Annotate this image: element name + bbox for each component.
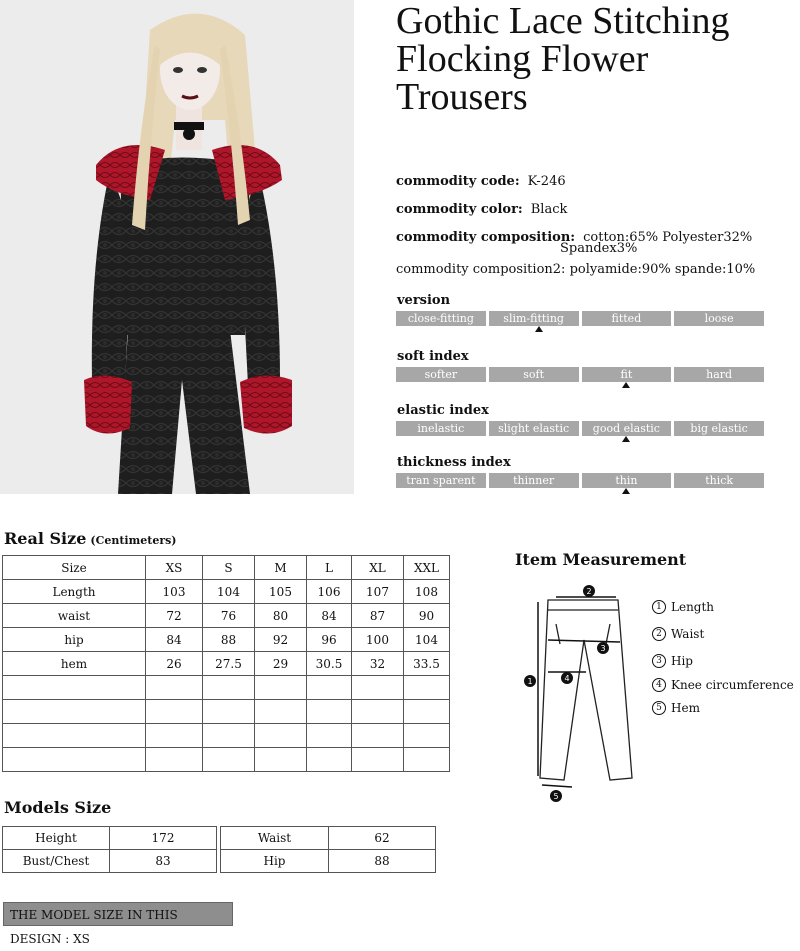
models-size-title: Models Size <box>4 798 112 817</box>
elastic-index-option: slight elastic <box>489 421 579 436</box>
table-row <box>3 850 217 873</box>
table-row <box>3 604 450 628</box>
soft-index-label: soft index <box>397 349 469 364</box>
real-size-heading: Real Size <box>4 529 87 548</box>
model-bust-label: Bust/Chest <box>3 850 110 873</box>
soft-index-selected-marker <box>622 382 630 388</box>
table-header-cell: S <box>203 556 255 580</box>
version-option: close-fitting <box>396 311 486 326</box>
table-cell: 33.5 <box>404 652 450 676</box>
table-row <box>3 628 450 652</box>
table-cell: 105 <box>255 580 307 604</box>
model-hip-label: Hip <box>221 850 329 873</box>
table-header-cell: XS <box>146 556 203 580</box>
title-line: Gothic Lace Stitching <box>396 0 730 42</box>
commodity-composition2-label: commodity composition2: <box>396 262 566 277</box>
version-bar <box>396 311 764 326</box>
model-size-note: THE MODEL SIZE IN THIS DESIGN : XS <box>3 902 233 926</box>
elastic-index-bar <box>396 421 764 436</box>
models-table-right <box>220 826 436 873</box>
table-header-cell: XL <box>352 556 404 580</box>
table-row-empty <box>3 724 450 748</box>
table-cell: 103 <box>146 580 203 604</box>
model-height-label: Height <box>3 827 110 850</box>
table-cell: 104 <box>404 628 450 652</box>
legend-item-hip <box>652 654 693 668</box>
table-cell: 88 <box>203 628 255 652</box>
title-line: Trousers <box>396 76 528 118</box>
version-option: fitted <box>582 311 672 326</box>
thickness-index-option: tran sparent <box>396 473 486 488</box>
table-cell: 29 <box>255 652 307 676</box>
thickness-index-selected-marker <box>622 488 630 494</box>
model-waist-value: 62 <box>329 827 436 850</box>
table-row <box>221 850 436 873</box>
commodity-code-value: K-246 <box>527 174 566 189</box>
table-cell: 30.5 <box>307 652 352 676</box>
table-row <box>3 580 450 604</box>
table-cell: 100 <box>352 628 404 652</box>
elastic-index-selected-marker <box>622 436 630 442</box>
elastic-index-option: big elastic <box>674 421 764 436</box>
soft-index-option: softer <box>396 367 486 382</box>
table-cell: 87 <box>352 604 404 628</box>
real-size-title <box>4 529 177 548</box>
product-photo <box>0 0 354 494</box>
legend-number: 1 <box>652 600 666 614</box>
thickness-index-option: thick <box>674 473 764 488</box>
real-size-unit: (Centimeters) <box>90 534 177 547</box>
commodity-code-row <box>396 174 566 189</box>
legend-label: Length <box>671 600 715 614</box>
legend-number: 2 <box>652 627 666 641</box>
commodity-color-label: commodity color: <box>396 202 523 217</box>
legend-label: Waist <box>671 627 705 641</box>
svg-text:2: 2 <box>586 587 592 596</box>
table-row <box>3 827 217 850</box>
table-cell: 106 <box>307 580 352 604</box>
model-bust-value: 83 <box>110 850 217 873</box>
item-measurement-title: Item Measurement <box>515 550 687 569</box>
commodity-color-value: Black <box>530 202 568 217</box>
legend-label: Knee circumference <box>671 678 794 692</box>
product-title <box>396 2 786 116</box>
models-table-left <box>2 826 217 873</box>
version-selected-marker <box>535 326 543 332</box>
trousers-diagram <box>520 580 645 805</box>
table-cell: waist <box>3 604 146 628</box>
soft-index-bar <box>396 367 764 382</box>
legend-item-knee <box>652 678 794 692</box>
model-illustration <box>0 0 354 494</box>
table-cell: 26 <box>146 652 203 676</box>
version-option: loose <box>674 311 764 326</box>
legend-item-waist <box>652 627 704 641</box>
table-row-empty <box>3 700 450 724</box>
table-header-cell: L <box>307 556 352 580</box>
table-cell: 107 <box>352 580 404 604</box>
thickness-index-label: thickness index <box>397 455 511 470</box>
thickness-index-option: thin <box>582 473 672 488</box>
legend-number: 3 <box>652 654 666 668</box>
table-row-empty <box>3 676 450 700</box>
model-height-value: 172 <box>110 827 217 850</box>
elastic-index-option: good elastic <box>582 421 672 436</box>
legend-label: Hip <box>671 654 693 668</box>
legend-number: 5 <box>652 701 666 715</box>
elastic-index-option: inelastic <box>396 421 486 436</box>
table-cell: 108 <box>404 580 450 604</box>
commodity-code-label: commodity code: <box>396 174 520 189</box>
version-label: version <box>397 293 451 308</box>
table-cell: Length <box>3 580 146 604</box>
table-cell: 92 <box>255 628 307 652</box>
svg-text:4: 4 <box>564 674 570 683</box>
legend-item-length <box>652 600 714 614</box>
table-header-cell: Size <box>3 556 146 580</box>
table-cell: 96 <box>307 628 352 652</box>
commodity-composition2-row <box>396 262 755 277</box>
svg-text:5: 5 <box>553 792 559 801</box>
model-hip-value: 88 <box>329 850 436 873</box>
soft-index-option: hard <box>674 367 764 382</box>
table-cell: 84 <box>307 604 352 628</box>
model-waist-label: Waist <box>221 827 329 850</box>
table-cell: hip <box>3 628 146 652</box>
svg-text:3: 3 <box>600 644 606 653</box>
table-row-empty <box>3 748 450 772</box>
commodity-color-row <box>396 202 567 217</box>
table-cell: 32 <box>352 652 404 676</box>
table-row <box>3 652 450 676</box>
table-cell: hem <box>3 652 146 676</box>
table-cell: 27.5 <box>203 652 255 676</box>
svg-text:1: 1 <box>527 677 533 686</box>
commodity-composition-label: commodity composition: <box>396 230 576 245</box>
table-header-row <box>3 556 450 580</box>
version-option: slim-fitting <box>489 311 579 326</box>
elastic-index-label: elastic index <box>397 403 489 418</box>
table-header-cell: M <box>255 556 307 580</box>
soft-index-option: soft <box>489 367 579 382</box>
legend-number: 4 <box>652 678 666 692</box>
table-cell: 76 <box>203 604 255 628</box>
table-cell: 72 <box>146 604 203 628</box>
size-table <box>2 555 450 772</box>
commodity-composition-value: cotton:65% Polyester32% <box>583 230 753 245</box>
table-cell: 80 <box>255 604 307 628</box>
legend-label: Hem <box>671 701 700 715</box>
soft-index-option: fit <box>582 367 672 382</box>
table-cell: 104 <box>203 580 255 604</box>
title-line: Flocking Flower <box>396 38 649 80</box>
thickness-index-bar <box>396 473 764 488</box>
table-cell: 90 <box>404 604 450 628</box>
table-row <box>221 827 436 850</box>
commodity-composition-cont: Spandex3% <box>560 241 638 256</box>
table-cell: 84 <box>146 628 203 652</box>
commodity-composition2-value: polyamide:90% spande:10% <box>569 262 756 277</box>
legend-item-hem <box>652 701 700 715</box>
thickness-index-option: thinner <box>489 473 579 488</box>
table-header-cell: XXL <box>404 556 450 580</box>
